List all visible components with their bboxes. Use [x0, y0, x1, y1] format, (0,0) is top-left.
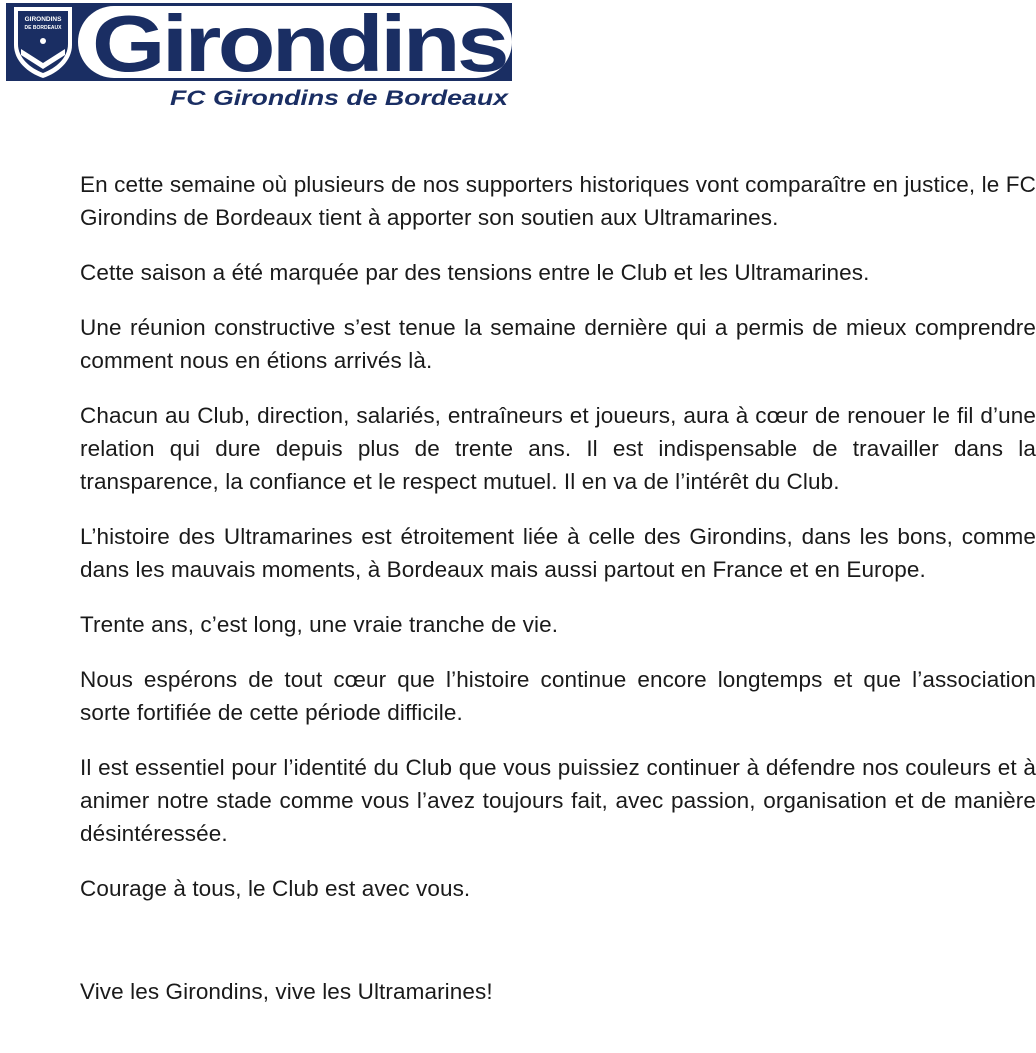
paragraph: Trente ans, c’est long, une vraie tranche de vie. — [80, 612, 559, 637]
logo-wordmark: Girondins — [92, 3, 507, 88]
paragraph: En cette semaine où plusieurs de nos supporters historiques vont comparaître en justice, le FC Girondins de Bordeaux tient à apporter son soutien aux Ultramarines. — [80, 172, 1036, 230]
girondins-logo — [6, 3, 518, 109]
paragraph: Une réunion constructive s’est tenue la semaine dernière qui a permis de mieux comprendre comment nous en étions arrivés là. — [80, 315, 1036, 373]
paragraph: Il est essentiel pour l’identité du Club que vous puissiez continuer à défendre nos couleurs et à animer notre stade comme vous l’avez toujours fait, avec passion, organisation et de manière désintéressée. — [80, 755, 1036, 846]
closing-line: Vive les Girondins, vive les Ultramarines! — [80, 979, 493, 1004]
letterhead — [0, 0, 1036, 112]
logo-subtitle: FC Girondins de Bordeaux — [170, 87, 510, 109]
paragraph: Nous espérons de tout cœur que l’histoire continue encore longtemps et que l’association sorte fortifiée de cette période difficile. — [80, 667, 1036, 725]
paragraph: Chacun au Club, direction, salariés, entraîneurs et joueurs, aura à cœur de renouer le fil d’une relation qui dure depuis plus de trente ans. Il est indispensable de travailler dans la transparence, la confiance et le respect mutuel. Il en va de l’intérêt du Club. — [80, 403, 1036, 494]
letter-body — [80, 168, 1036, 1030]
svg-text:DE BORDEAUX: DE BORDEAUX — [24, 25, 62, 31]
svg-text:GIRONDINS: GIRONDINS — [24, 16, 62, 23]
spacer — [80, 927, 1036, 975]
paragraph: Courage à tous, le Club est avec vous. — [80, 876, 471, 901]
paragraph: Cette saison a été marquée par des tensions entre le Club et les Ultramarines. — [80, 260, 870, 285]
paragraph: L’histoire des Ultramarines est étroitement liée à celle des Girondins, dans les bons, comme dans les mauvais moments, à Bordeaux mais aussi partout en France et en Europe. — [80, 524, 1036, 582]
